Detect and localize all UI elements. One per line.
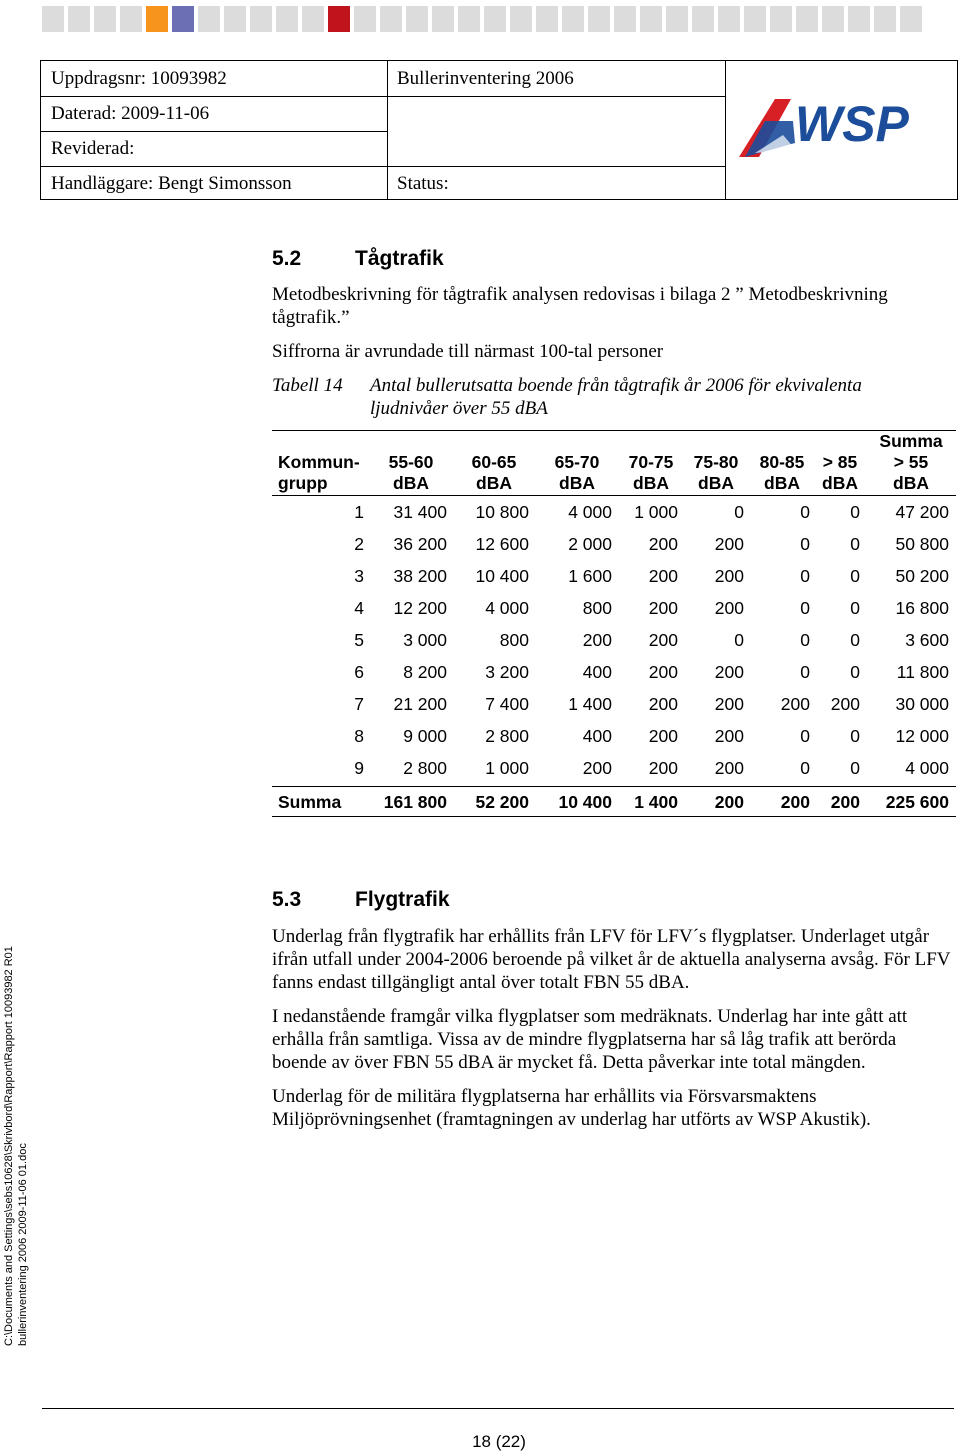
table-cell: 38 200 (393, 566, 447, 586)
paragraph: Metodbeskrivning för tågtrafik analysen redovisas i bilaga 2 ” Metodbeskrivning tågtrafik.” (272, 284, 888, 328)
column-header-summa: Summa > 55 dBA (879, 431, 943, 493)
strip-block (562, 6, 584, 32)
section-heading-5-3: 5.3 Flygtrafik (272, 888, 450, 911)
table-cell: 9 000 (403, 726, 447, 746)
table-cell: 200 (714, 662, 744, 682)
strip-block (536, 6, 558, 32)
table-cell: 21 200 (393, 694, 447, 714)
table-cell: 12 000 (895, 726, 949, 746)
assignment-number: Uppdragsnr: 10093982 (51, 68, 227, 89)
table-cell: 50 800 (895, 534, 949, 554)
column-header-70-75: 70-75 dBA (628, 452, 674, 493)
paragraph: Underlag för de militära flygplatserna har erhållits via Försvarsmaktens Miljöprövningsenhet (framtagningen av underlag har utförts av WSP Akustik). (272, 1086, 871, 1130)
dated: Daterad: 2009-11-06 (51, 103, 210, 124)
table-cell: 7 400 (485, 694, 529, 714)
strip-block (250, 6, 272, 32)
table-cell: 4 000 (485, 598, 529, 618)
paragraph: Underlag från flygtrafik har erhållits från LFV för LFV´s flygplatser. Underlaget utgår ifrån utfall under 2004-2006 beroende på vilket år de aktuella analyserna avsåg. För LFV fanns endast tillgängligt antal över totalt FBN 55 dBA. (272, 926, 951, 993)
strip-block (718, 6, 740, 32)
table-row (272, 693, 956, 725)
table-cell: 0 (800, 726, 810, 746)
table-cell: 3 (354, 566, 364, 586)
table-cell: 4 (354, 598, 364, 618)
table-cell: 1 000 (485, 758, 529, 778)
table-cell: 0 (800, 598, 810, 618)
table-cell: 10 400 (475, 566, 529, 586)
table-cell: 400 (582, 726, 612, 746)
table-row (272, 597, 956, 629)
file-path: C:\Documents and Settings\sebs10628\Skrivbord\Rapport\Rapport 10093982 R01 bullerinventering 2006 2009-11-06 01.doc (3, 946, 29, 1346)
table-cell: 200 (780, 694, 810, 714)
table-cell: 0 (850, 726, 860, 746)
table-cell: 47 200 (895, 502, 949, 522)
column-header-over-85: > 85 dBA (822, 452, 858, 493)
table-cell: 800 (499, 630, 529, 650)
table-cell: 0 (800, 502, 810, 522)
column-header-60-65: 60-65 dBA (471, 452, 517, 493)
strip-block (796, 6, 818, 32)
table-row (272, 501, 956, 533)
table-cell: 7 (354, 694, 364, 714)
table-cell: 1 600 (568, 566, 612, 586)
table-cell: 9 (354, 758, 364, 778)
table-cell: 4 000 (905, 758, 949, 778)
summa-cell: 10 400 (558, 792, 612, 812)
table-cell: 1 000 (634, 502, 678, 522)
table-cell: 200 (648, 662, 678, 682)
table-cell: 0 (800, 566, 810, 586)
table-cell: 12 200 (393, 598, 447, 618)
table-cell: 200 (648, 758, 678, 778)
strip-block (328, 6, 350, 32)
table-row (272, 565, 956, 597)
strip-block (900, 6, 922, 32)
table-cell: 1 (354, 502, 364, 522)
strip-block (380, 6, 402, 32)
strip-block (770, 6, 792, 32)
table-cell: 200 (648, 534, 678, 554)
table-cell: 200 (648, 694, 678, 714)
strip-block (744, 6, 766, 32)
case-officer: Handläggare: Bengt Simonsson (51, 173, 292, 194)
table-cell: 50 200 (895, 566, 949, 586)
table-cell: 0 (800, 630, 810, 650)
table-row (272, 725, 956, 757)
summa-cell: Summa (278, 792, 342, 812)
table-cell: 8 200 (403, 662, 447, 682)
document-header (40, 60, 958, 200)
table-cell: 800 (582, 598, 612, 618)
strip-block (224, 6, 246, 32)
strip-block (692, 6, 714, 32)
wsp-logo (735, 91, 925, 161)
strip-block (42, 6, 64, 32)
table-cell: 0 (800, 534, 810, 554)
strip-block (666, 6, 688, 32)
table-cell: 400 (582, 662, 612, 682)
summa-cell: 52 200 (475, 792, 529, 812)
table-cell: 16 800 (895, 598, 949, 618)
summa-cell: 161 800 (383, 792, 447, 812)
table-cell: 2 000 (568, 534, 612, 554)
footer-rule (42, 1408, 954, 1409)
strip-block (848, 6, 870, 32)
column-header-75-80: 75-80 dBA (693, 452, 739, 493)
table-row (272, 629, 956, 661)
strip-block (874, 6, 896, 32)
summa-cell: 1 400 (634, 792, 678, 812)
table-cell: 31 400 (393, 502, 447, 522)
strip-block (510, 6, 532, 32)
table-cell: 2 (354, 534, 364, 554)
strip-block (822, 6, 844, 32)
table-cell: 200 (648, 630, 678, 650)
strip-block (354, 6, 376, 32)
table-cell: 200 (714, 694, 744, 714)
table-cell: 3 600 (905, 630, 949, 650)
table-cell: 12 600 (475, 534, 529, 554)
table-cell: 1 400 (568, 694, 612, 714)
table-cell: 2 800 (485, 726, 529, 746)
table-row (272, 533, 956, 565)
strip-block (120, 6, 142, 32)
table-cell: 3 200 (485, 662, 529, 682)
strip-block (406, 6, 428, 32)
paragraph: I nedanstående framgår vilka flygplatser som medräknats. Underlag har inte gått att erhålla från samtliga. Vissa av de mindre flygplatserna har så låg trafik att berörda boende av över FBN 55 dBA är mycket få. Detta påverkar inte total mängden. (272, 1006, 908, 1073)
summa-cell: 200 (830, 792, 860, 812)
table-cell: 6 (354, 662, 364, 682)
column-header-65-70: 65-70 dBA (554, 452, 600, 493)
table-cell: 0 (734, 502, 744, 522)
table-cell: 200 (648, 726, 678, 746)
table-cell: 200 (714, 758, 744, 778)
table-cell: 10 800 (475, 502, 529, 522)
strip-block (640, 6, 662, 32)
logo-text: WSP (795, 96, 909, 152)
strip-block (458, 6, 480, 32)
table-cell: 8 (354, 726, 364, 746)
strip-block (198, 6, 220, 32)
strip-block (68, 6, 90, 32)
table-cell: 0 (800, 662, 810, 682)
project-name: Bullerinventering 2006 (397, 68, 574, 89)
table-cell: 3 000 (403, 630, 447, 650)
table-cell: 0 (800, 758, 810, 778)
table-cell: 5 (354, 630, 364, 650)
revised: Reviderad: (51, 138, 135, 159)
strip-block (484, 6, 506, 32)
strip-block (172, 6, 194, 32)
table-cell: 0 (850, 630, 860, 650)
column-header-kommungrupp: Kommun- grupp (278, 452, 360, 493)
strip-block (432, 6, 454, 32)
table-cell: 200 (648, 598, 678, 618)
summa-row (272, 791, 956, 823)
table-cell: 0 (850, 662, 860, 682)
paragraph: Siffrorna är avrundade till närmast 100-tal personer (272, 341, 664, 362)
table-cell: 200 (582, 758, 612, 778)
table-cell: 36 200 (393, 534, 447, 554)
strip-block (302, 6, 324, 32)
strip-block (614, 6, 636, 32)
table-cell: 2 800 (403, 758, 447, 778)
table-cell: 0 (850, 566, 860, 586)
summa-cell: 200 (780, 792, 810, 812)
strip-block (146, 6, 168, 32)
table-cell: 11 800 (896, 662, 949, 682)
column-header-80-85: 80-85 dBA (759, 452, 805, 493)
page-number: 18 (22) (472, 1432, 526, 1451)
status: Status: (397, 173, 449, 194)
table-cell: 200 (714, 566, 744, 586)
column-header-55-60: 55-60 dBA (388, 452, 434, 493)
table-cell: 200 (714, 534, 744, 554)
table-row (272, 757, 956, 789)
table-cell: 200 (714, 598, 744, 618)
table-cell: 0 (734, 630, 744, 650)
table-cell: 0 (850, 758, 860, 778)
summa-cell: 200 (714, 792, 744, 812)
strip-block (276, 6, 298, 32)
summa-cell: 225 600 (885, 792, 949, 812)
table-cell: 200 (830, 694, 860, 714)
table-cell: 0 (850, 598, 860, 618)
table-cell: 200 (648, 566, 678, 586)
color-strip (42, 6, 922, 32)
strip-block (94, 6, 116, 32)
table-row (272, 661, 956, 693)
table-cell: 0 (850, 534, 860, 554)
section-heading-5-2: 5.2 Tågtrafik (272, 247, 444, 270)
table-cell: 4 000 (568, 502, 612, 522)
strip-block (588, 6, 610, 32)
table-cell: 200 (582, 630, 612, 650)
table-cell: 200 (714, 726, 744, 746)
table-cell: 30 000 (895, 694, 949, 714)
table-cell: 0 (850, 502, 860, 522)
